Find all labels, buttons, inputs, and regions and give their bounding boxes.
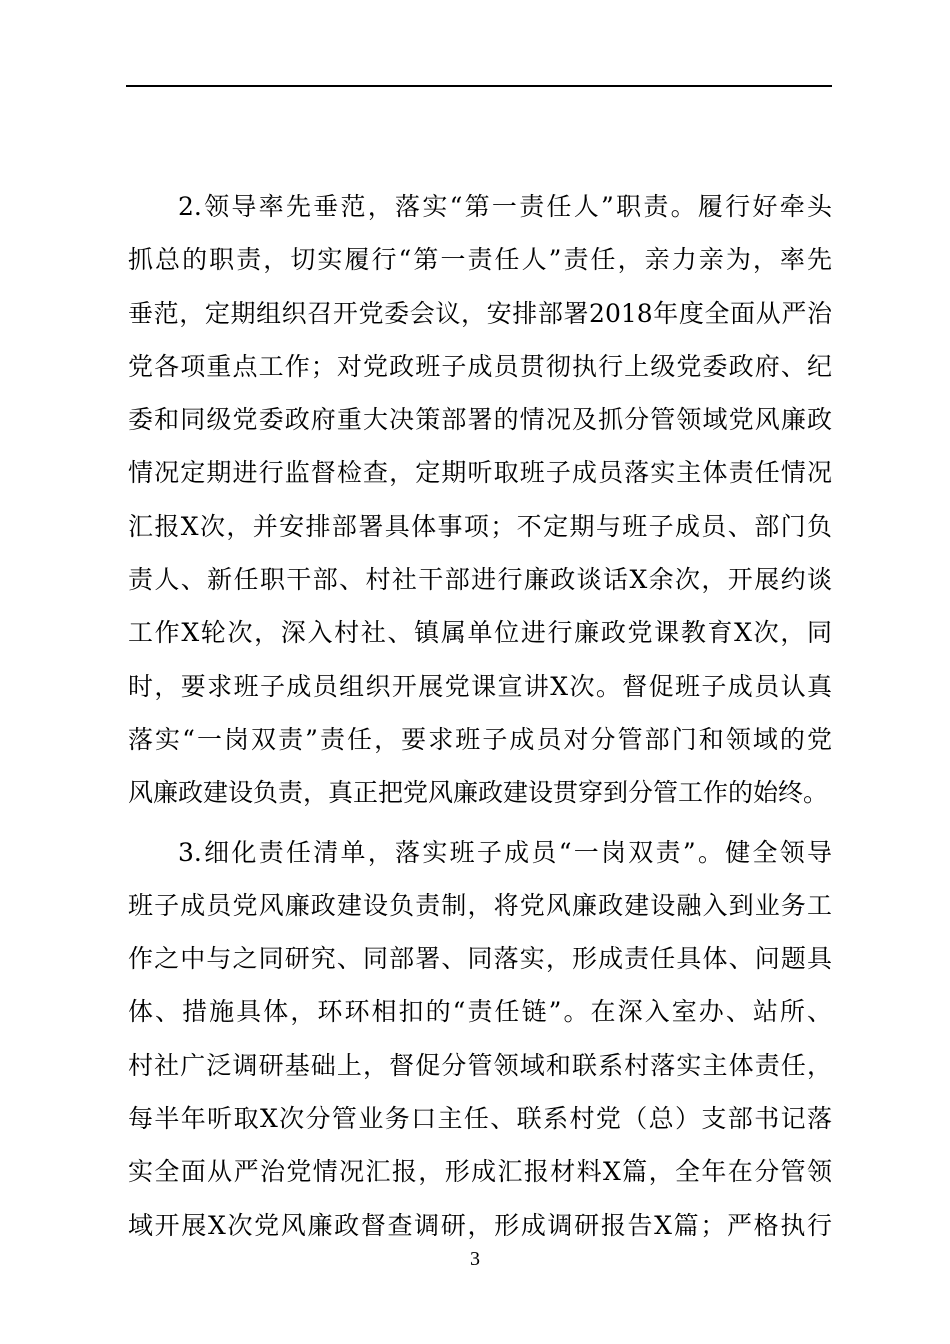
paragraph-line: 3.细化责任清单，落实班子成员“一岗双责”。健全领导 bbox=[178, 837, 832, 867]
paragraph-line: 情况定期进行监督检查，定期听取班子成员落实主体责任情况 bbox=[128, 458, 832, 488]
paragraph-line: 风廉政建设负责，真正把党风廉政建设贯穿到分管工作的始终。 bbox=[128, 778, 829, 808]
page-number: 3 bbox=[470, 1248, 480, 1270]
paragraph-line: 村社广泛调研基础上，督促分管领域和联系村落实主体责任， bbox=[128, 1050, 832, 1080]
paragraph-line: 党各项重点工作；对党政班子成员贯彻执行上级党委政府、纪 bbox=[128, 351, 832, 381]
paragraph-line: 工作X轮次，深入村社、镇属单位进行廉政党课教育X次，同 bbox=[128, 618, 832, 648]
paragraph-line: 班子成员党风廉政建设负责制，将党风廉政建设融入到业务工 bbox=[128, 890, 832, 920]
paragraph-line: 实全面从严治党情况汇报，形成汇报材料X篇，全年在分管领 bbox=[128, 1157, 832, 1187]
paragraph-line: 委和同级党委政府重大决策部署的情况及抓分管领域党风廉政 bbox=[128, 405, 832, 435]
paragraph-3 bbox=[128, 826, 832, 1252]
paragraph-line: 垂范，定期组织召开党委会议，安排部署2018年度全面从严治 bbox=[128, 298, 832, 328]
paragraph-line: 责人、新任职干部、村社干部进行廉政谈话X余次，开展约谈 bbox=[128, 565, 832, 595]
paragraph-line: 汇报X次，并安排部署具体事项；不定期与班子成员、部门负 bbox=[128, 511, 832, 541]
paragraph-line: 作之中与之同研究、同部署、同落实，形成责任具体、问题具 bbox=[128, 944, 832, 974]
paragraph-line: 2.领导率先垂范，落实“第一责任人”职责。履行好牵头 bbox=[178, 192, 832, 221]
paragraph-line: 抓总的职责，切实履行“第一责任人”责任，亲力亲为，率先 bbox=[128, 245, 832, 275]
paragraph-2 bbox=[128, 180, 832, 820]
paragraph-line: 落实“一岗双责”责任，要求班子成员对分管部门和领域的党 bbox=[128, 724, 832, 754]
paragraph-line: 体、措施具体，环环相扣的“责任链”。在深入室办、站所、 bbox=[128, 997, 832, 1027]
header-rule bbox=[126, 85, 832, 87]
paragraph-line: 每半年听取X次分管业务口主任、联系村党（总）支部书记落 bbox=[128, 1104, 832, 1134]
paragraph-line: 域开展X次党风廉政督查调研，形成调研报告X篇；严格执行 bbox=[128, 1210, 832, 1240]
paragraph-line: 时，要求班子成员组织开展党课宣讲X次。督促班子成员认真 bbox=[128, 671, 832, 701]
document-body bbox=[128, 180, 832, 1252]
